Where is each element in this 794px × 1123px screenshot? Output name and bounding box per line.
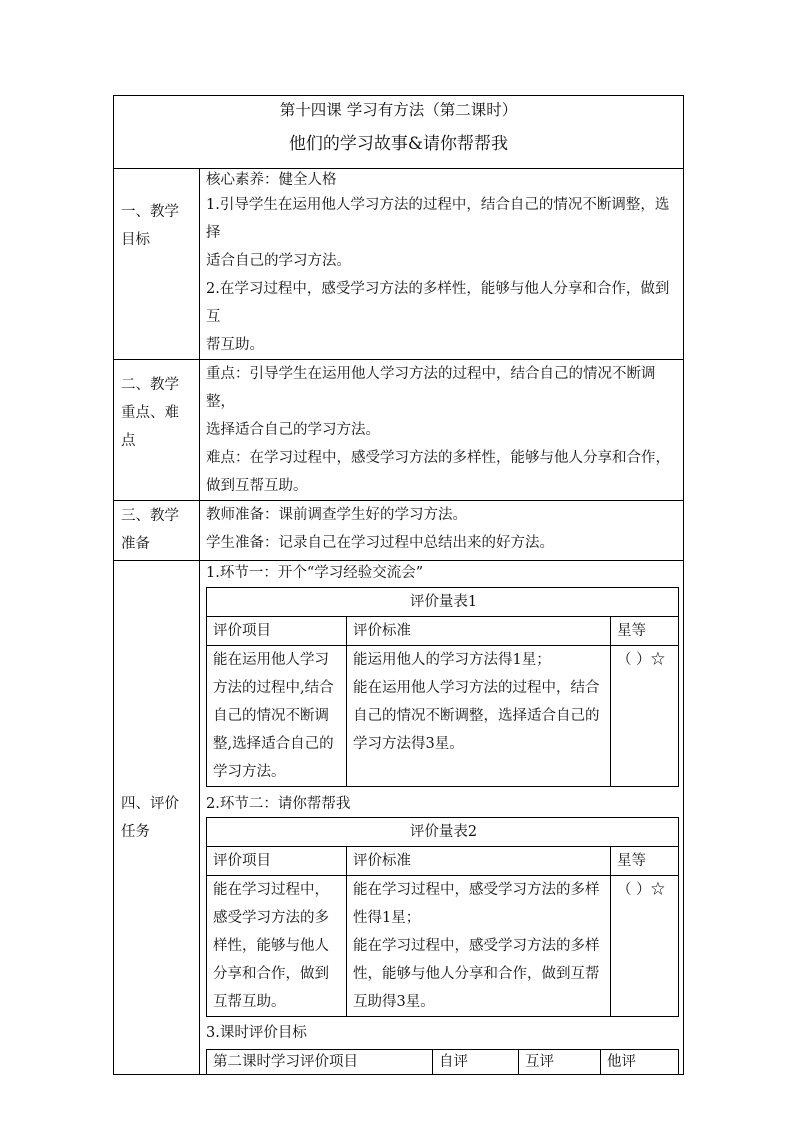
- rubric2-item-line: 分享和合作，做到: [213, 966, 329, 982]
- goal2-line1: 2.在学习过程中，感受学习方法的多样性，能够与他人分享和合作，做到互: [206, 281, 670, 325]
- core-literacy: 核心素养：健全人格: [206, 172, 337, 188]
- keypoints-content: [200, 360, 684, 501]
- rubric-table-2: [206, 817, 679, 1017]
- rubric1-criteria-line: 能运用他人的学习方法得1星；: [353, 652, 551, 668]
- lesson-plan-page: [113, 95, 683, 1070]
- other-evaluation-header: 他评: [601, 1050, 679, 1075]
- rubric1-body-row: [207, 646, 679, 787]
- objectives-content: [200, 169, 684, 360]
- rubric-table-1: [206, 587, 679, 787]
- rubric2-criteria-cell: [347, 876, 611, 1017]
- lesson-evaluation-table: [206, 1049, 679, 1074]
- rubric2-header-stars: 星等: [611, 847, 679, 876]
- rubric2-item-line: 能在学习过程中，: [213, 882, 329, 898]
- keypoints-label-line2: 重点、难: [121, 405, 179, 421]
- rubric2-header-row: [207, 847, 679, 876]
- title-cell: [114, 96, 684, 169]
- preparation-label-line2: 准备: [121, 536, 150, 552]
- key-point-line1: 重点：引导学生在运用他人学习方法的过程中，结合自己的情况不断调整，: [206, 366, 656, 410]
- difficulty-line1: 难点：在学习过程中，感受学习方法的多样性，能够与他人分享和合作，: [206, 450, 670, 466]
- rubric1-item-line: 自己的情况不断调: [213, 708, 329, 724]
- lesson-subtitle: 他们的学习故事&请你帮帮我: [288, 134, 509, 154]
- peer-evaluation-header: 互评: [519, 1050, 601, 1075]
- rubric1-item-line: 方法的过程中,结合: [213, 680, 334, 696]
- rubric1-header-item: 评价项目: [207, 617, 347, 646]
- objectives-label-line1: 一、教学: [121, 204, 179, 220]
- rubric2-item-line: 互帮互助。: [213, 994, 286, 1010]
- rubric2-star-rating[interactable]: （ ）☆: [611, 876, 679, 1017]
- rubric2-criteria-line: 性得1星；: [353, 910, 421, 926]
- keypoints-label-line1: 二、教学: [121, 377, 179, 393]
- rubric2-header-item: 评价项目: [207, 847, 347, 876]
- keypoints-label-cell: [114, 360, 200, 501]
- rubric1-caption: 评价量表1: [207, 588, 679, 617]
- rubric2-header-criteria: 评价标准: [347, 847, 611, 876]
- student-preparation: 学生准备：记录自己在学习过程中总结出来的好方法。: [206, 535, 554, 551]
- rubric1-item-cell: [207, 646, 347, 787]
- preparation-content: [200, 501, 684, 561]
- rubric1-header-criteria: 评价标准: [347, 617, 611, 646]
- objectives-label-line2: 目标: [121, 232, 150, 248]
- step2-text: 2.环节二：请你帮帮我: [206, 796, 351, 812]
- preparation-label-line1: 三、教学: [121, 508, 179, 524]
- keypoints-row: [114, 360, 684, 501]
- rubric1-criteria-line: 能在运用他人学习方法的过程中，结合: [353, 680, 600, 696]
- difficulty-line2: 做到互帮互助。: [206, 478, 308, 494]
- rubric1-criteria-line: 自己的情况不断调整，选择适合自己的: [353, 708, 600, 724]
- rubric1-item-line: 能在运用他人学习: [213, 652, 329, 668]
- lesson-evaluation-header-row: [207, 1050, 679, 1075]
- rubric2-body-row: [207, 876, 679, 1017]
- evaluation-label-line1: 四、评价: [121, 796, 179, 812]
- rubric1-star-rating[interactable]: （ ）☆: [611, 646, 679, 787]
- step3-text: 3.课时评价目标: [206, 1025, 307, 1041]
- evaluation-row: [114, 561, 684, 1075]
- lesson-plan-table: [113, 95, 684, 1075]
- preparation-label-cell: [114, 501, 200, 561]
- rubric1-item-line: 学习方法。: [213, 764, 286, 780]
- evaluation-content: [200, 561, 684, 1075]
- rubric2-criteria-line: 互助得3星。: [353, 994, 435, 1010]
- teacher-preparation: 教师准备：课前调查学生好的学习方法。: [206, 507, 467, 523]
- rubric1-item-line: 整,选择适合自己的: [213, 736, 334, 752]
- rubric1-header-stars: 星等: [611, 617, 679, 646]
- step1-text: 1.环节一：开个“学习经验交流会”: [206, 565, 424, 581]
- preparation-row: [114, 501, 684, 561]
- key-point-line2: 选择适合自己的学习方法。: [206, 422, 380, 438]
- objectives-label-cell: [114, 169, 200, 360]
- rubric1-header-row: [207, 617, 679, 646]
- rubric2-caption: 评价量表2: [207, 818, 679, 847]
- rubric1-criteria-cell: [347, 646, 611, 787]
- self-evaluation-header: 自评: [433, 1050, 519, 1075]
- rubric2-criteria-line: 能在学习过程中，感受学习方法的多样: [353, 882, 600, 898]
- lesson-title: 第十四课 学习有方法（第二课时）: [279, 101, 518, 119]
- rubric2-criteria-line: 性，能够与他人分享和合作，做到互帮: [353, 966, 600, 982]
- goal2-line2: 帮互助。: [206, 337, 264, 353]
- rubric2-item-cell: [207, 876, 347, 1017]
- lesson-evaluation-item-header: 第二课时学习评价项目: [207, 1050, 433, 1075]
- rubric2-criteria-line: 能在学习过程中，感受学习方法的多样: [353, 938, 600, 954]
- keypoints-label-line3: 点: [121, 433, 136, 449]
- title-row: [114, 96, 684, 169]
- goal1-line1: 1.引导学生在运用他人学习方法的过程中，结合自己的情况不断调整，选择: [206, 197, 670, 241]
- rubric2-item-line: 样性，能够与他人: [213, 938, 329, 954]
- goal1-line2: 适合自己的学习方法。: [206, 253, 351, 269]
- rubric1-criteria-line: 学习方法得3星。: [353, 736, 464, 752]
- evaluation-label-line2: 任务: [121, 824, 150, 840]
- objectives-row: [114, 169, 684, 360]
- evaluation-label-cell: [114, 561, 200, 1075]
- rubric2-item-line: 感受学习方法的多: [213, 910, 329, 926]
